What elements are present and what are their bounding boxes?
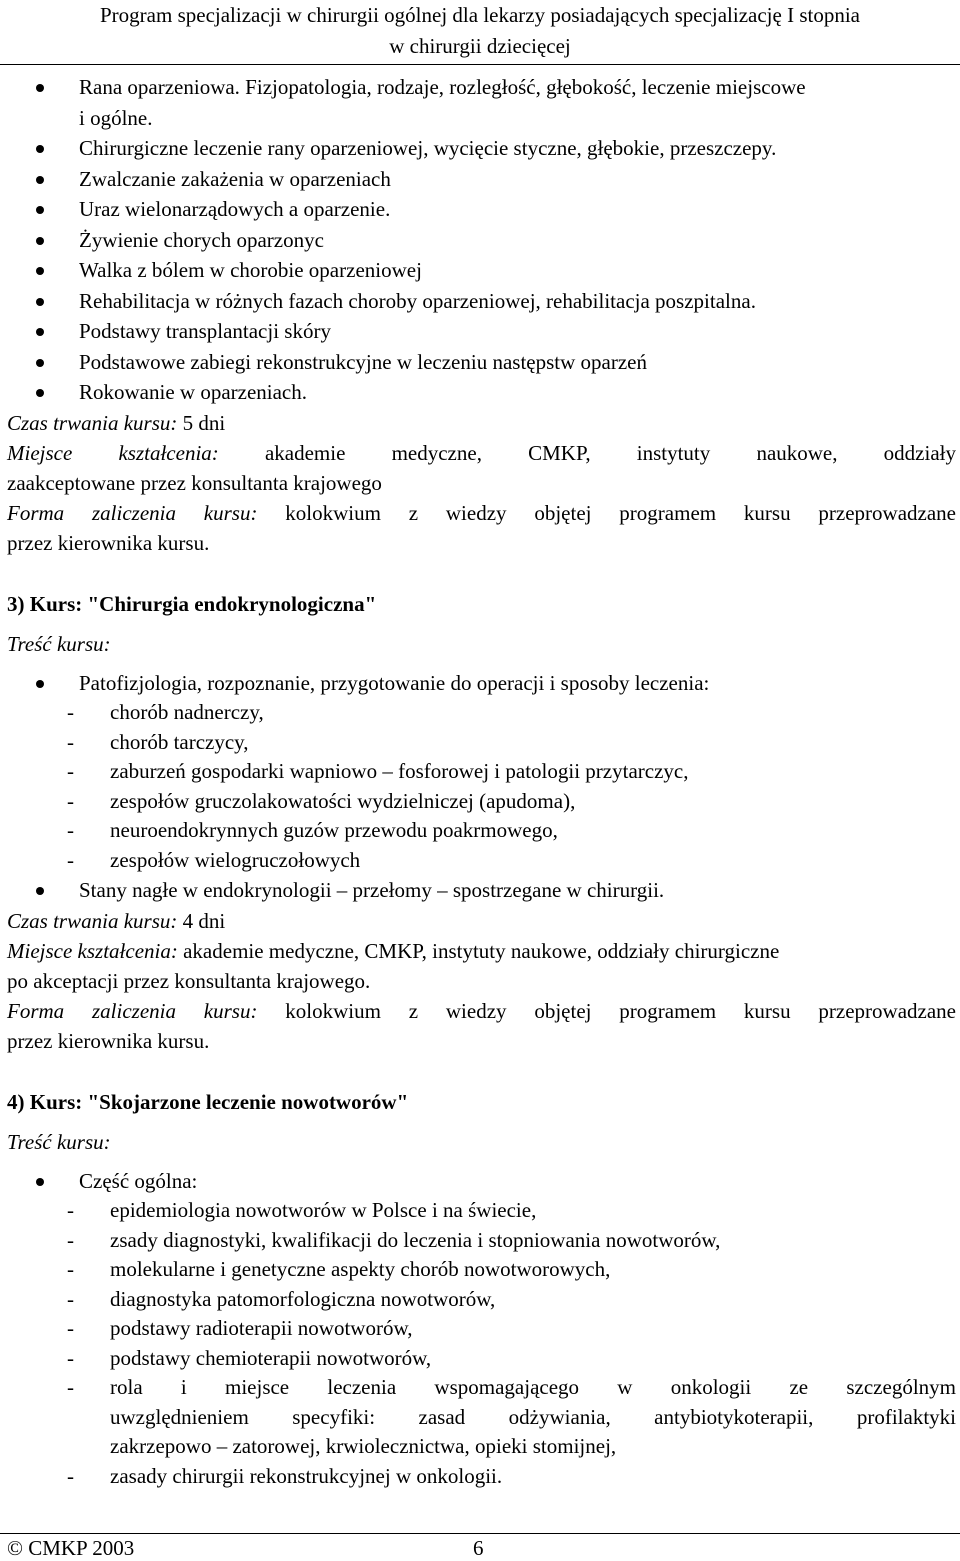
course3-bullets (7, 668, 956, 699)
list-item: - chorób nadnerczy, (67, 700, 264, 724)
list-item: Podstawy transplantacji skóry (7, 316, 956, 347)
course3-form-cont: przez kierownika kursu. (7, 1028, 210, 1053)
course4-dash-list (7, 1196, 956, 1491)
list-item: - neuroendokrynnych guzów przewodu poakrmowego, (67, 818, 558, 842)
course4-bullets (7, 1166, 956, 1197)
list-item: - podstawy radioterapii nowotworów, (67, 1316, 413, 1340)
course3-form: Forma zaliczenia kursu: kolokwium z wiedzy objętej programem kursu przeprowadzane (7, 998, 956, 1023)
burns-duration: Czas trwania kursu: 5 dni (7, 410, 226, 435)
list-item: Stany nagłe w endokrynologii – przełomy – spostrzegane w chirurgii. (7, 875, 956, 906)
list-item: - zaburzeń gospodarki wapniowo – fosforowej i patologii przytarczyc, (67, 759, 689, 783)
course3-duration: Czas trwania kursu: 4 dni (7, 908, 226, 933)
list-item: - podstawy chemioterapii nowotworów, (67, 1345, 432, 1370)
burns-form-cont: przez kierownika kursu. (7, 530, 210, 555)
list-item: - epidemiologia nowotworów w Polsce i na świecie, (67, 1198, 537, 1222)
list-item: - molekularne i genetyczne aspekty chorób nowotworowych, (67, 1257, 611, 1281)
footer-divider (0, 1533, 960, 1534)
list-item: - zespołów wielogruczołowych (67, 847, 361, 872)
list-item: - zasady chirurgii rekonstrukcyjnej w onkologii. (67, 1463, 503, 1488)
list-item: Żywienie chorych oparzonyc (7, 225, 956, 256)
list-item: Patofizjologia, rozpoznanie, przygotowanie do operacji i sposoby leczenia: (7, 668, 956, 699)
burns-place-cont: zaakceptowane przez konsultanta krajowego (7, 470, 382, 495)
course4-content-label: Treść kursu: (7, 1129, 111, 1154)
page-header (0, 0, 960, 62)
footer-copyright: © CMKP 2003 (7, 1536, 135, 1560)
list-item: Chirurgiczne leczenie rany oparzeniowej, wycięcie styczne, głębokie, przeszczepy. (7, 133, 956, 164)
course3-place: Miejsce kształcenia: akademie medyczne, CMKP, instytuty naukowe, oddziały chirurgiczne (7, 938, 780, 963)
course3-place-cont: po akceptacji przez konsultanta krajowego. (7, 968, 371, 993)
list-item: Uraz wielonarządowych a oparzenie. (7, 194, 956, 225)
course3-content-label: Treść kursu: (7, 631, 111, 656)
list-item: Część ogólna: (7, 1166, 956, 1197)
list-item: Zwalczanie zakażenia w oparzeniach (7, 164, 956, 195)
course4-title: 4) Kurs: "Skojarzone leczenie nowotworów" (7, 1089, 409, 1114)
list-item: Podstawowe zabiegi rekonstrukcyjne w leczeniu następstw oparzeń (7, 347, 956, 378)
list-item: Rokowanie w oparzeniach. (7, 377, 956, 408)
list-item: Rehabilitacja w różnych fazach choroby oparzeniowej, rehabilitacja poszpitalna. (7, 286, 956, 317)
list-item: Walka z bólem w chorobie oparzeniowej (7, 255, 956, 286)
document-body (7, 72, 956, 1491)
header-divider (0, 64, 960, 65)
header-line-2: w chirurgii dziecięcej (389, 34, 571, 58)
page-number: 6 (473, 1536, 484, 1560)
burns-form: Forma zaliczenia kursu: kolokwium z wiedzy objętej programem kursu przeprowadzane (7, 500, 956, 525)
course3-bullets-2 (7, 875, 956, 906)
list-item: Rana oparzeniowa. Fizjopatologia, rodzaje, rozległość, głębokość, leczenie miejscowe i ogólne. (7, 72, 956, 133)
burns-place: Miejsce kształcenia: akademie medyczne, CMKP, instytuty naukowe, oddziały (7, 440, 956, 465)
course3-dash-list (7, 698, 956, 875)
burns-topic-list (7, 72, 956, 408)
list-item: - zespołów gruczolakowatości wydzielniczej (apudoma), (67, 788, 576, 813)
list-item: - diagnostyka patomorfologiczna nowotworów, (67, 1286, 496, 1311)
list-item: - zsady diagnostyki, kwalifikacji do leczenia i stopniowania nowotworów, (67, 1227, 721, 1252)
course3-title: 3) Kurs: "Chirurgia endokrynologiczna" (7, 591, 377, 616)
list-item: - chorób tarczycy, (67, 729, 249, 754)
list-item: - rola i miejsce leczenia wspomagającego w onkologii ze szczególnym uwzględnieniem specyfiki: zasad odżywiania, antybiotykoterapii, profilaktyki zakrzepowo – zatorowej, krwiolecznictwa, opieki stomijnej, (67, 1375, 956, 1458)
header-line-1: Program specjalizacji w chirurgii ogólnej dla lekarzy posiadających specjalizację I stopnia (100, 3, 860, 27)
